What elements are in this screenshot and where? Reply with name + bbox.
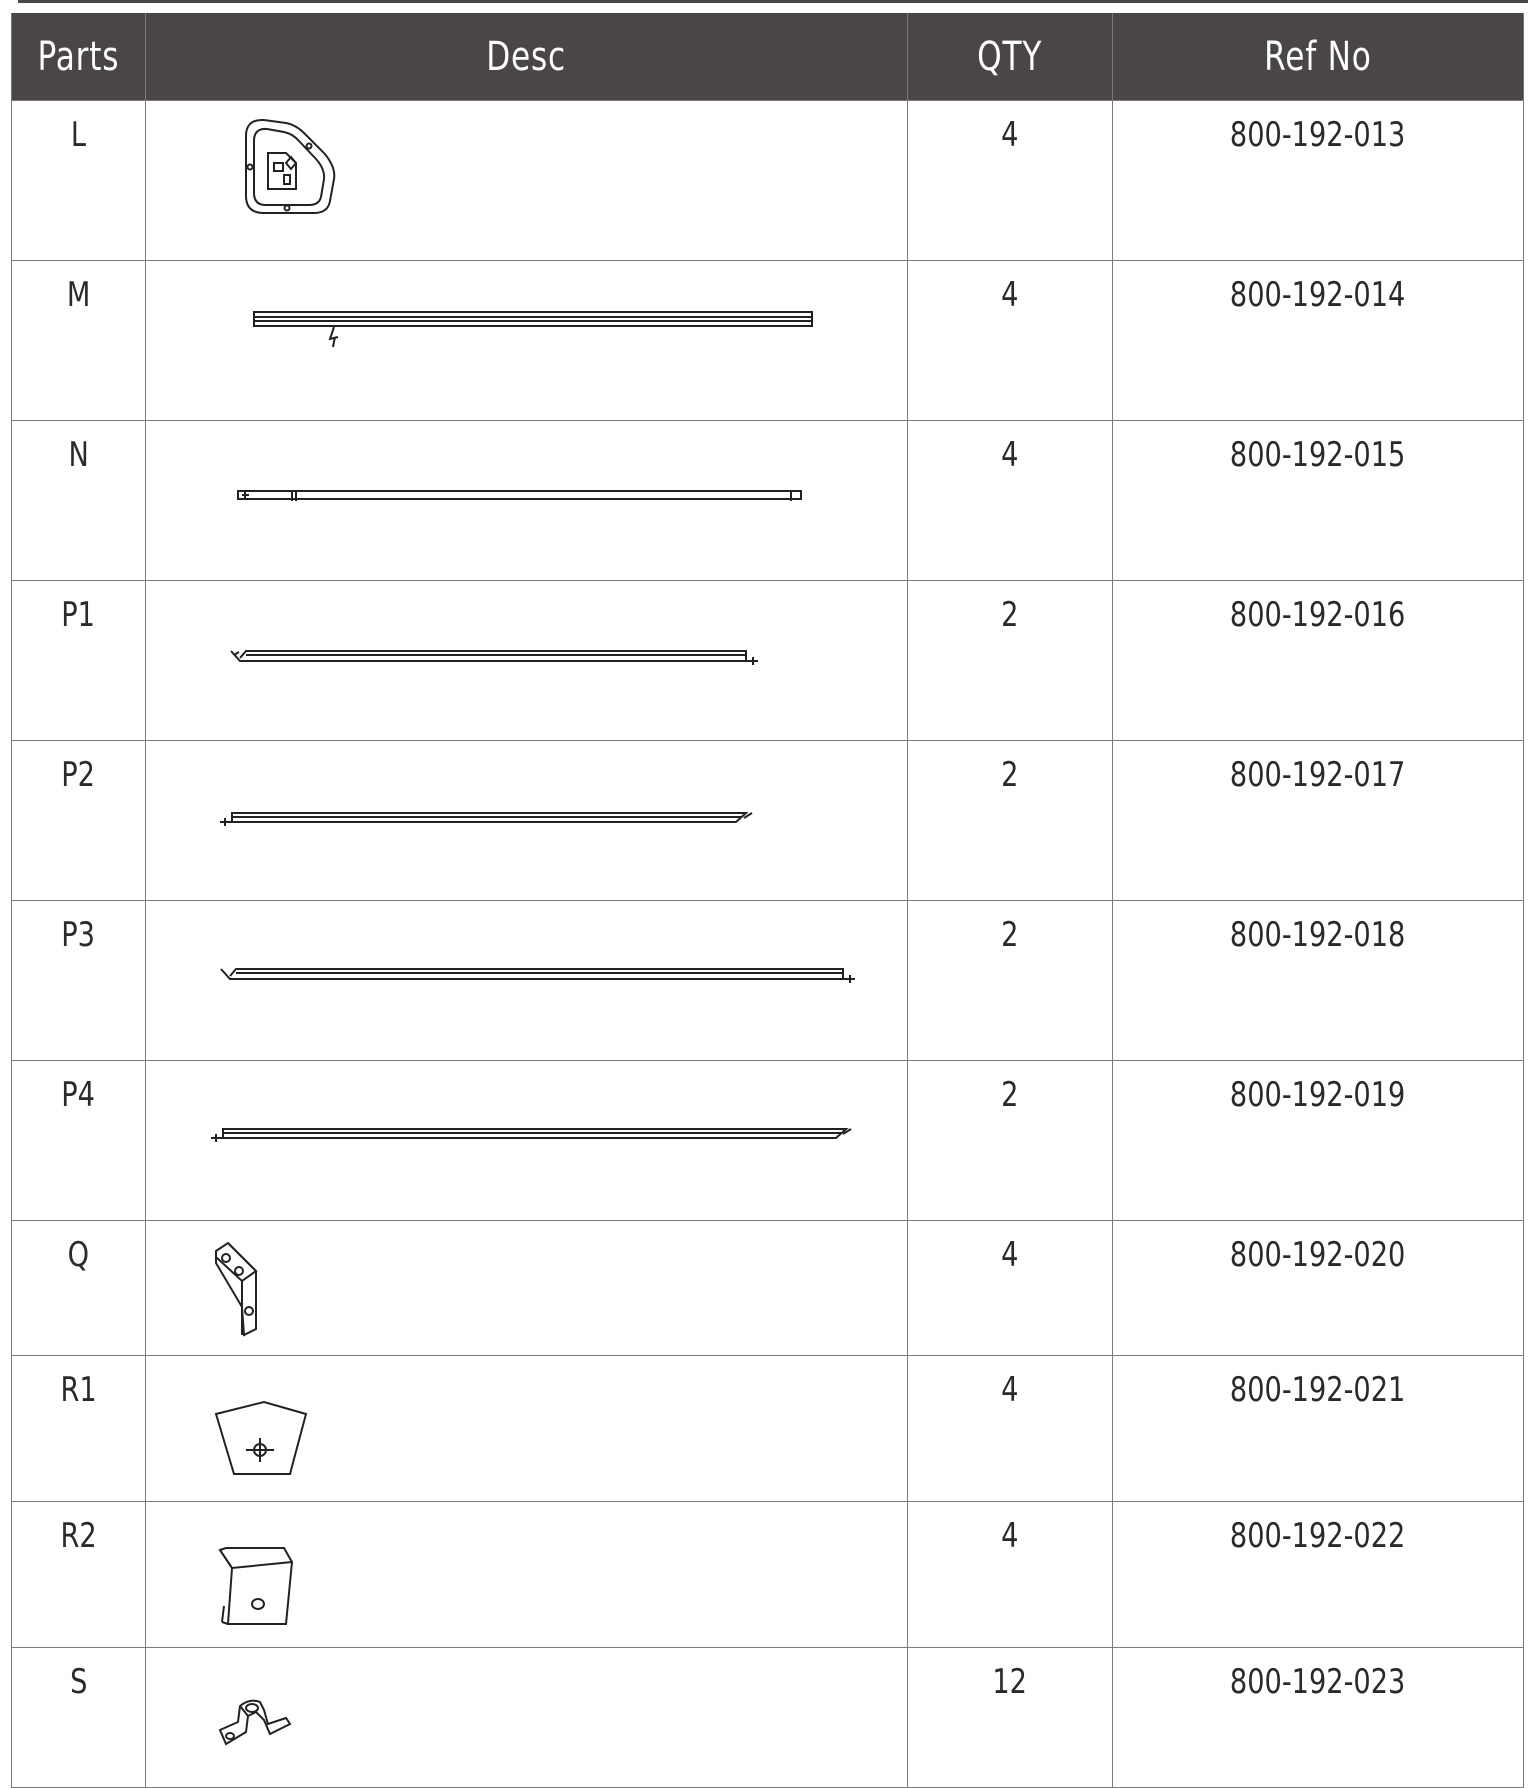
corner-plate-icon bbox=[146, 101, 908, 259]
ref-cell: 800-192-013 bbox=[1113, 101, 1524, 261]
angle-bar-icon bbox=[146, 741, 908, 899]
ref-cell: 800-192-020 bbox=[1113, 1221, 1524, 1356]
desc-cell bbox=[146, 1502, 908, 1648]
table-row bbox=[12, 261, 1524, 421]
desc-cell bbox=[146, 581, 908, 741]
part-cell: P1 bbox=[12, 581, 146, 741]
qty-cell: 12 bbox=[908, 1648, 1113, 1788]
qty-cell: 4 bbox=[908, 1502, 1113, 1648]
header-qty: QTY bbox=[908, 13, 1113, 101]
qty-cell: 4 bbox=[908, 261, 1113, 421]
qty-cell: 4 bbox=[908, 1221, 1113, 1356]
header-parts: Parts bbox=[12, 13, 146, 101]
u-clip-icon bbox=[146, 1648, 908, 1786]
part-cell: P3 bbox=[12, 901, 146, 1061]
table-row bbox=[12, 581, 1524, 741]
table-row bbox=[12, 1502, 1524, 1648]
table-row bbox=[12, 741, 1524, 901]
flat-bar-icon bbox=[146, 421, 908, 579]
desc-cell bbox=[146, 901, 908, 1061]
ref-cell: 800-192-014 bbox=[1113, 261, 1524, 421]
table-row bbox=[12, 1356, 1524, 1502]
desc-cell bbox=[146, 101, 908, 261]
part-cell: R1 bbox=[12, 1356, 146, 1502]
part-cell: L bbox=[12, 101, 146, 261]
part-cell: P2 bbox=[12, 741, 146, 901]
ref-cell: 800-192-019 bbox=[1113, 1061, 1524, 1221]
table-row bbox=[12, 421, 1524, 581]
qty-cell: 2 bbox=[908, 741, 1113, 901]
parts-table bbox=[11, 13, 1524, 1788]
desc-cell bbox=[146, 421, 908, 581]
ref-cell: 800-192-017 bbox=[1113, 741, 1524, 901]
top-rule bbox=[18, 0, 1528, 3]
ref-cell: 800-192-023 bbox=[1113, 1648, 1524, 1788]
qty-cell: 4 bbox=[908, 101, 1113, 261]
table-row bbox=[12, 1221, 1524, 1356]
part-cell: P4 bbox=[12, 1061, 146, 1221]
part-cell: R2 bbox=[12, 1502, 146, 1648]
ref-cell: 800-192-022 bbox=[1113, 1502, 1524, 1648]
qty-cell: 2 bbox=[908, 901, 1113, 1061]
desc-cell bbox=[146, 1221, 908, 1356]
table-row bbox=[12, 1061, 1524, 1221]
header-ref: Ref No bbox=[1113, 13, 1524, 101]
desc-cell bbox=[146, 741, 908, 901]
part-cell: Q bbox=[12, 1221, 146, 1356]
table-row bbox=[12, 901, 1524, 1061]
ref-cell: 800-192-018 bbox=[1113, 901, 1524, 1061]
angle-bar-icon bbox=[146, 581, 908, 739]
pentagon-plate-icon bbox=[146, 1356, 908, 1500]
angle-bar-icon bbox=[146, 901, 908, 1059]
ref-cell: 800-192-015 bbox=[1113, 421, 1524, 581]
long-rail-icon bbox=[146, 261, 908, 419]
qty-cell: 4 bbox=[908, 1356, 1113, 1502]
qty-cell: 4 bbox=[908, 421, 1113, 581]
desc-cell bbox=[146, 1061, 908, 1221]
part-cell: N bbox=[12, 421, 146, 581]
desc-cell bbox=[146, 261, 908, 421]
qty-cell: 2 bbox=[908, 1061, 1113, 1221]
l-bracket-icon bbox=[146, 1221, 908, 1354]
table-header-row bbox=[12, 13, 1524, 101]
angle-bar-icon bbox=[146, 1061, 908, 1219]
desc-cell bbox=[146, 1648, 908, 1788]
table-row bbox=[12, 1648, 1524, 1788]
ref-cell: 800-192-021 bbox=[1113, 1356, 1524, 1502]
table-row bbox=[12, 101, 1524, 261]
bent-plate-icon bbox=[146, 1502, 908, 1646]
desc-cell bbox=[146, 1356, 908, 1502]
ref-cell: 800-192-016 bbox=[1113, 581, 1524, 741]
part-cell: M bbox=[12, 261, 146, 421]
header-desc: Desc bbox=[146, 13, 908, 101]
qty-cell: 2 bbox=[908, 581, 1113, 741]
part-cell: S bbox=[12, 1648, 146, 1788]
